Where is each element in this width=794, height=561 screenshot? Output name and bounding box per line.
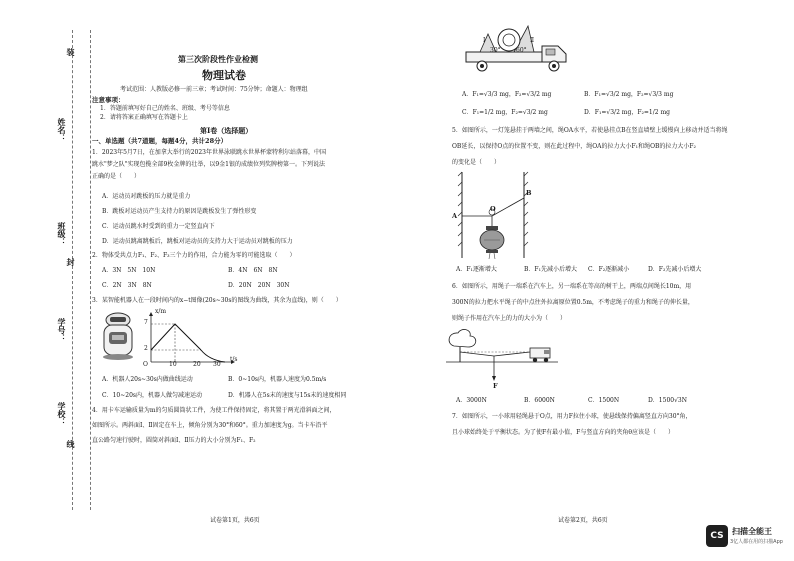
q2-option-d[interactable]: D．20N 20N 30N <box>228 282 290 289</box>
q3-option-c[interactable]: C．10~20s内，机器人做匀减速运动 <box>102 392 202 399</box>
q1-stem-line-2: 跳水"梦之队"实现包揽全部9枚金牌的壮举，以9金1银的成绩位列奖牌榜第一。下列说法 <box>92 161 325 168</box>
q7-stem-line-1: 7．如图所示，一小球用轻绳悬于O点，用力F拉住小球，使悬线保持偏离竖直方向30°角， <box>452 413 692 420</box>
number-label: 学号： <box>57 318 67 342</box>
binding-line-outer <box>72 30 73 510</box>
q5-stem-line-1: 5．如图所示，一灯笼悬挂于两墙之间，绳OA水平，若使悬挂点B在竖直墙壁上缓慢向上移动并适当将绳 <box>452 127 728 134</box>
class-label: 班级： <box>57 222 67 246</box>
q6-option-a[interactable]: A．3000N <box>456 397 487 404</box>
q3-y-tick-7: 7 <box>144 319 148 326</box>
binding-mark-mid: 封 <box>66 258 76 266</box>
binding-mark-bottom: 线 <box>66 440 76 448</box>
q3-y-tick-2: 2 <box>144 345 148 352</box>
q3-x-tick-10: 10 <box>169 361 177 368</box>
volume1-title: 第Ⅰ卷（选择题） <box>200 126 253 135</box>
q5-option-a[interactable]: A．F₁逐渐增大 <box>456 266 497 273</box>
q4-option-c[interactable]: C．F₁=1/2 mg，F₂=√3/2 mg <box>462 109 548 116</box>
q3-y-axis-label: x/m <box>155 308 167 315</box>
exam-title: 第三次阶段性作业检测 <box>178 54 258 64</box>
notice-line-1: 1．答题前填写好自己的姓名、班级、考号等信息 <box>100 105 230 112</box>
lantern-label-o: O <box>490 205 496 213</box>
q5-option-c[interactable]: C．F₂逐渐减小 <box>588 266 630 273</box>
q2-option-a[interactable]: A．3N 5N 10N <box>102 267 156 274</box>
q6-stem-line-2: 300N的拉力把水平绳子的中点往外拉离原位置0.5m，不考虑绳子的重力和绳子的伸长量， <box>452 299 694 306</box>
q1-option-c[interactable]: C．运动员跳水时受到的重力一定竖直向下 <box>102 223 215 230</box>
q6-option-c[interactable]: C．1500N <box>588 397 620 404</box>
q1-option-a[interactable]: A．运动员对跳板的压力就是重力 <box>102 193 191 200</box>
binding-mark-top: 装 <box>66 48 76 56</box>
q3-option-a[interactable]: A．机器人20s~30s内做曲线运动 <box>102 376 193 383</box>
exam-info: 考试范围：人教版必修一前三章；考试时间：75分钟；命题人：物理组 <box>120 86 308 93</box>
footer-left: 试卷第1页，共6页 <box>210 517 260 524</box>
q4-option-d[interactable]: D．F₁=√3/2 mg，F₂=1/2 mg <box>584 109 671 116</box>
q3-option-b[interactable]: B．0~10s内，机器人速度为0.5m/s <box>228 376 327 383</box>
rope-label-f: F <box>493 382 498 390</box>
q1-option-d[interactable]: D．运动员跳离跳板后，跳板对运动员的支持力大于运动员对跳板的压力 <box>102 238 293 245</box>
scanner-logo-icon: CS <box>706 525 728 547</box>
lantern-label-a: A <box>452 212 458 220</box>
q6-stem-line-3: 则绳子作用在汽车上的力的大小为（ ） <box>452 315 567 322</box>
notice-line-2: 2．请将答案正确填写在答题卡上 <box>100 114 188 121</box>
q5-stem-line-3: 的变化是（ ） <box>452 159 501 166</box>
q6-stem-line-1: 6．如图所示，用绳子一端系在汽车上，另一端系在等高的树干上，两端点间绳长10m，用 <box>452 283 692 290</box>
q3-x-tick-20: 20 <box>193 361 201 368</box>
tree-car-rope-figure <box>446 328 558 384</box>
section-heading: 一、单选题（共7道题，每题4分，共计28分） <box>92 137 228 145</box>
q3-stem: 3．某智能机器人在一段时间内的x−t图像(20s~30s的图线为曲线，其余为直线)，则（ ） <box>92 297 342 304</box>
q3-x-axis-label: t/s <box>230 356 238 363</box>
q1-stem-line-3: 正确的是（ ） <box>92 173 141 180</box>
q3-xt-graph <box>145 312 235 370</box>
scanner-subtitle: 3亿人都在用的扫描App <box>730 539 783 545</box>
robot-figure <box>98 310 144 362</box>
q3-option-d[interactable]: D．机器人在5s末的速度与15s末的速度相同 <box>228 392 347 399</box>
q7-stem-line-2: 且小球始终处于平衡状态。为了使F有最小值，F与竖直方向的夹角θ应该是（ ） <box>452 429 674 436</box>
q4-stem-line-1: 4．用卡车运输质量为m的匀质圆筒状工件，为使工件保持固定，将其置于两光滑斜面之间， <box>92 407 336 414</box>
q5-option-b[interactable]: B．F₁先减小后增大 <box>524 266 577 273</box>
notice-title: 注意事项： <box>92 96 125 104</box>
truck-label-slope-2: Ⅱ <box>530 37 535 44</box>
q4-stem-line-3: 直公路匀速行驶时，圆筒对斜面Ⅰ、Ⅱ压力的大小分别为F₁、F₂ <box>92 437 256 444</box>
q4-option-b[interactable]: B．F₁=√3/2 mg，F₂=√3/3 mg <box>584 91 674 98</box>
q5-option-d[interactable]: D．F₂先减小后增大 <box>648 266 702 273</box>
q2-stem: 2．物体受共点力F₁、F₂、F₃三个力的作用，合力能为零的可能选取（ ） <box>92 252 296 259</box>
truck-label-angle-30: 30° <box>490 47 501 54</box>
subject-title: 物理试卷 <box>202 69 246 82</box>
q2-option-b[interactable]: B．4N 6N 8N <box>228 267 278 274</box>
school-label: 学校： <box>57 402 67 426</box>
name-label: 姓名： <box>57 118 67 142</box>
q3-x-tick-30: 30 <box>213 361 221 368</box>
binding-line-inner <box>90 30 91 510</box>
truck-label-angle-60: 60° <box>516 47 527 54</box>
q1-option-b[interactable]: B．跳板对运动员产生支持力的原因是跳板发生了弹性形变 <box>102 208 257 215</box>
lantern-figure <box>452 170 538 260</box>
q6-option-d[interactable]: D．1500√3N <box>648 397 687 404</box>
lantern-label-b: B <box>526 189 532 197</box>
scanner-title: 扫描全能王 <box>732 527 772 536</box>
q1-stem-line-1: 1．2023年5月7日，在加拿大举行的2023年世界泳联跳水世界杯蒙特利尔站落幕，中国 <box>92 149 326 156</box>
q5-stem-line-2: OB延长，以保持O点的位置不变，则在此过程中，绳OA的拉力大小F₁和绳OB的拉力大小F₂ <box>452 143 696 150</box>
q4-option-a[interactable]: A．F₁=√3/3 mg，F₂=√3/2 mg <box>462 91 552 98</box>
q2-option-c[interactable]: C．2N 3N 8N <box>102 282 152 289</box>
footer-right: 试卷第2页，共6页 <box>558 517 608 524</box>
q3-origin-label: O <box>143 361 148 368</box>
q6-option-b[interactable]: B．6000N <box>524 397 555 404</box>
q4-stem-line-2: 如图所示。两斜面Ⅰ、Ⅱ固定在车上，倾角分别为30°和60°。重力加速度为g。当卡车沿平 <box>92 422 328 429</box>
truck-label-slope-1: Ⅰ <box>483 37 486 44</box>
